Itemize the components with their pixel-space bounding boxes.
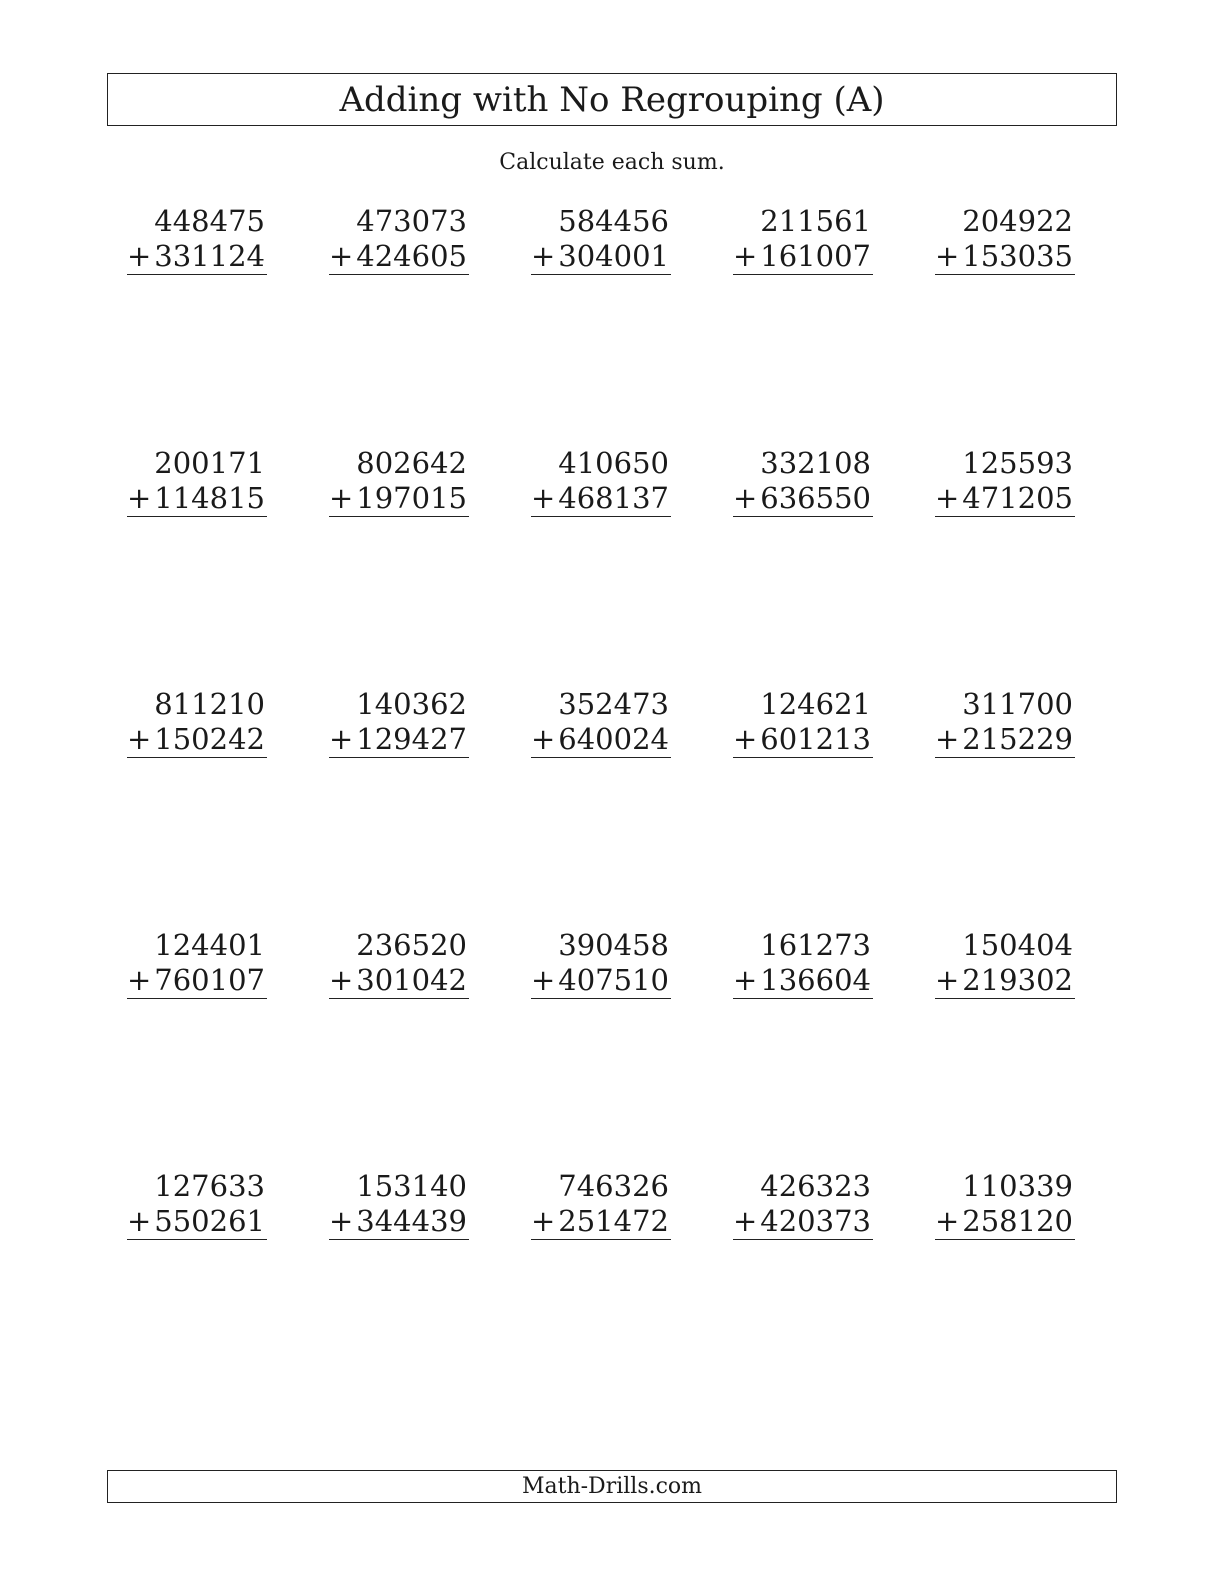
footer <box>107 1470 1117 1503</box>
addition-problem <box>329 446 469 517</box>
second-addend-row <box>935 239 1075 275</box>
second-addend-row <box>531 481 671 517</box>
second-addend: 640024 <box>558 722 669 756</box>
second-addend-row <box>733 239 873 275</box>
plus-sign: + <box>733 722 758 756</box>
first-addend: 746326 <box>558 1169 669 1203</box>
plus-sign: + <box>329 239 354 273</box>
second-addend-row <box>531 722 671 758</box>
addition-problem <box>127 204 267 275</box>
second-addend: 420373 <box>760 1204 871 1238</box>
addition-problem <box>329 1169 469 1240</box>
second-addend-row <box>127 481 267 517</box>
first-addend: 161273 <box>760 928 871 962</box>
first-addend: 211561 <box>760 204 871 238</box>
plus-sign: + <box>127 963 152 997</box>
plus-sign: + <box>733 481 758 515</box>
addition-problem <box>733 928 873 999</box>
addition-problem <box>935 204 1075 275</box>
second-addend-row <box>127 963 267 999</box>
second-addend: 601213 <box>760 722 871 756</box>
second-addend: 550261 <box>154 1204 265 1238</box>
second-addend-row <box>935 1204 1075 1240</box>
second-addend: 344439 <box>356 1204 467 1238</box>
plus-sign: + <box>127 722 152 756</box>
first-addend: 584456 <box>558 204 669 238</box>
worksheet-title-text: Adding with No Regrouping (A) <box>339 79 885 120</box>
addition-problem <box>935 446 1075 517</box>
second-addend-row <box>733 481 873 517</box>
second-addend-row <box>127 1204 267 1240</box>
second-addend-row <box>127 239 267 275</box>
plus-sign: + <box>531 1204 556 1238</box>
addition-problem <box>127 687 267 758</box>
first-addend: 426323 <box>760 1169 871 1203</box>
plus-sign: + <box>329 722 354 756</box>
second-addend: 636550 <box>760 481 871 515</box>
addition-problem <box>531 204 671 275</box>
addition-problem <box>531 687 671 758</box>
first-addend: 204922 <box>962 204 1073 238</box>
first-addend: 153140 <box>356 1169 467 1203</box>
second-addend: 153035 <box>962 239 1073 273</box>
plus-sign: + <box>531 722 556 756</box>
first-addend: 811210 <box>154 687 265 721</box>
second-addend-row <box>329 963 469 999</box>
second-addend-row <box>329 239 469 275</box>
first-addend: 200171 <box>154 446 265 480</box>
second-addend: 471205 <box>962 481 1073 515</box>
second-addend: 760107 <box>154 963 265 997</box>
first-addend: 124621 <box>760 687 871 721</box>
second-addend: 219302 <box>962 963 1073 997</box>
second-addend: 301042 <box>356 963 467 997</box>
plus-sign: + <box>935 722 960 756</box>
plus-sign: + <box>935 1204 960 1238</box>
first-addend: 124401 <box>154 928 265 962</box>
plus-sign: + <box>531 963 556 997</box>
second-addend: 136604 <box>760 963 871 997</box>
first-addend: 236520 <box>356 928 467 962</box>
instructions: Calculate each sum. <box>499 150 725 175</box>
addition-problem <box>935 1169 1075 1240</box>
second-addend-row <box>329 1204 469 1240</box>
addition-problem <box>531 928 671 999</box>
plus-sign: + <box>329 1204 354 1238</box>
plus-sign: + <box>531 481 556 515</box>
second-addend-row <box>733 1204 873 1240</box>
second-addend: 424605 <box>356 239 467 273</box>
second-addend: 251472 <box>558 1204 669 1238</box>
addition-problem <box>531 1169 671 1240</box>
second-addend: 215229 <box>962 722 1073 756</box>
second-addend-row <box>531 1204 671 1240</box>
second-addend: 150242 <box>154 722 265 756</box>
second-addend: 197015 <box>356 481 467 515</box>
second-addend-row <box>329 481 469 517</box>
addition-problem <box>127 928 267 999</box>
plus-sign: + <box>531 239 556 273</box>
second-addend-row <box>733 963 873 999</box>
second-addend: 161007 <box>760 239 871 273</box>
addition-problem <box>531 446 671 517</box>
first-addend: 802642 <box>356 446 467 480</box>
plus-sign: + <box>329 963 354 997</box>
second-addend: 129427 <box>356 722 467 756</box>
first-addend: 150404 <box>962 928 1073 962</box>
second-addend-row <box>935 481 1075 517</box>
addition-problem <box>733 687 873 758</box>
addition-problem <box>127 1169 267 1240</box>
second-addend-row <box>733 722 873 758</box>
first-addend: 127633 <box>154 1169 265 1203</box>
plus-sign: + <box>733 1204 758 1238</box>
first-addend: 448475 <box>154 204 265 238</box>
second-addend-row <box>531 239 671 275</box>
first-addend: 473073 <box>356 204 467 238</box>
second-addend-row <box>531 963 671 999</box>
addition-problem <box>733 1169 873 1240</box>
first-addend: 332108 <box>760 446 871 480</box>
addition-problem <box>935 928 1075 999</box>
first-addend: 390458 <box>558 928 669 962</box>
second-addend: 468137 <box>558 481 669 515</box>
footer-text: Math-Drills.com <box>521 1474 703 1499</box>
second-addend: 304001 <box>558 239 669 273</box>
plus-sign: + <box>935 963 960 997</box>
first-addend: 410650 <box>558 446 669 480</box>
first-addend: 352473 <box>558 687 669 721</box>
second-addend: 331124 <box>154 239 265 273</box>
plus-sign: + <box>935 239 960 273</box>
addition-problem <box>329 204 469 275</box>
second-addend-row <box>935 963 1075 999</box>
plus-sign: + <box>329 481 354 515</box>
addition-problem <box>329 928 469 999</box>
plus-sign: + <box>127 1204 152 1238</box>
second-addend: 114815 <box>154 481 265 515</box>
second-addend-row <box>127 722 267 758</box>
addition-problem <box>733 446 873 517</box>
addition-problem <box>127 446 267 517</box>
first-addend: 311700 <box>962 687 1073 721</box>
plus-sign: + <box>733 963 758 997</box>
plus-sign: + <box>127 239 152 273</box>
second-addend-row <box>329 722 469 758</box>
worksheet-title <box>107 73 1117 126</box>
addition-problem <box>733 204 873 275</box>
second-addend: 258120 <box>962 1204 1073 1238</box>
addition-problem <box>329 687 469 758</box>
addition-problem <box>935 687 1075 758</box>
plus-sign: + <box>935 481 960 515</box>
plus-sign: + <box>733 239 758 273</box>
second-addend-row <box>935 722 1075 758</box>
plus-sign: + <box>127 481 152 515</box>
first-addend: 140362 <box>356 687 467 721</box>
first-addend: 110339 <box>962 1169 1073 1203</box>
first-addend: 125593 <box>962 446 1073 480</box>
second-addend: 407510 <box>558 963 669 997</box>
